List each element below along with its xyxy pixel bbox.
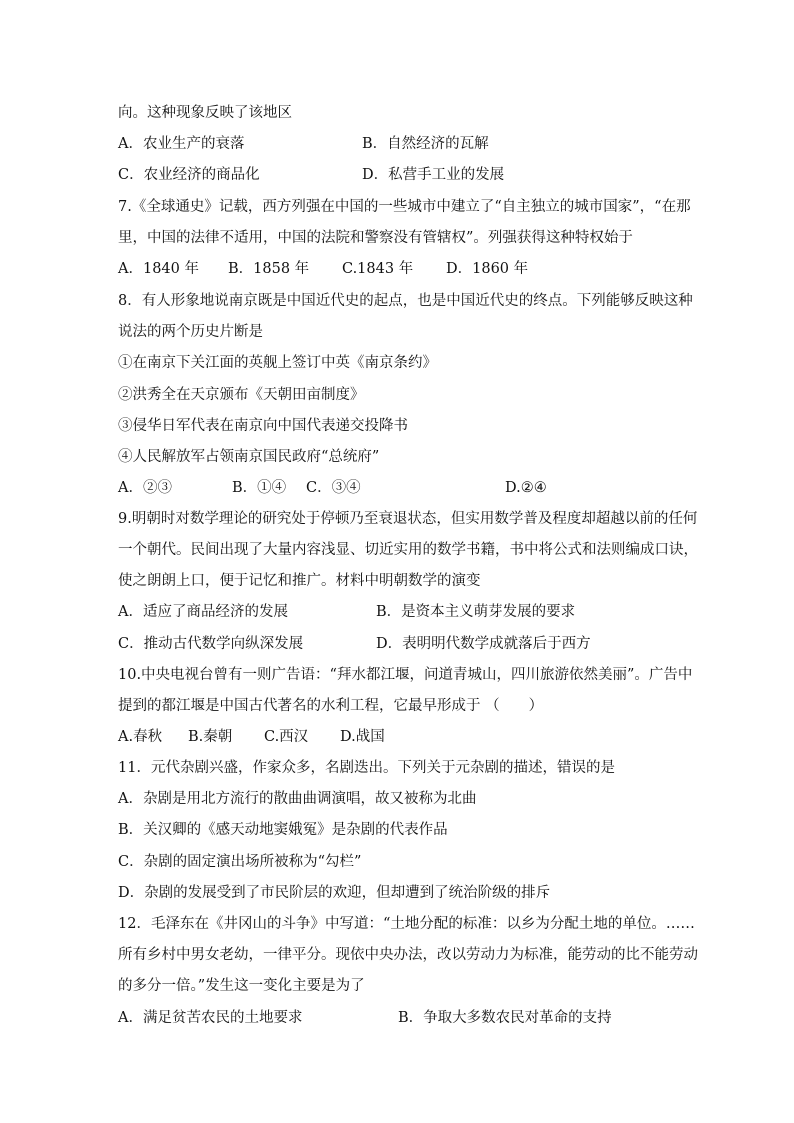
q6-stem-tail: 向。这种现象反映了该地区 [118, 105, 292, 121]
q9-option-d: D．表明明代数学成就落后于西方 [376, 636, 591, 652]
q10-option-d: D.战国 [340, 729, 385, 745]
q7-option-d: D．1860 年 [446, 261, 529, 277]
q9-option-b: B．是资本主义萌芽发展的要求 [376, 604, 576, 620]
q10-option-a: A.春秋 [118, 729, 163, 745]
q9-stem-line-1: 9.明朝时对数学理论的研究处于停顿乃至衰退状态，但实用数学普及程度却超越以前的任何 [118, 511, 698, 527]
q8-stem-line-1: 8．有人形象地说南京既是中国近代史的起点，也是中国近代史的终点。下列能够反映这种 [118, 293, 693, 309]
q12-stem-line-2: 所有乡村中男女老幼，一律平分。现依中央办法，改以劳动力为标准，能劳动的比不能劳动 [118, 947, 698, 963]
q8-option-d: D.②④ [505, 480, 547, 496]
q8-option-b: B．①④ [232, 480, 287, 496]
q8-item-1: ①在南京下关江面的英舰上签订中英《南京条约》 [118, 355, 437, 371]
q8-option-a: A．②③ [118, 480, 172, 496]
q10-stem-line-2: 提到的都江堰是中国古代著名的水利工程，它最早形成于 （ ） [118, 698, 544, 714]
q12-option-a: A．满足贫苦农民的土地要求 [118, 1010, 303, 1026]
q12-option-b: B．争取大多数农民对革命的支持 [398, 1010, 612, 1026]
q12-stem-line-1: 12．毛泽东在《井冈山的斗争》中写道：“土地分配的标准：以乡为分配土地的单位。…… [118, 916, 695, 932]
q7-option-a: A．1840 年 [118, 261, 199, 277]
q8-option-c: C．③④ [306, 480, 361, 496]
q11-option-d: D．杂剧的发展受到了市民阶层的欢迎，但却遭到了统治阶级的排斥 [118, 885, 551, 901]
q9-option-a: A．适应了商品经济的发展 [118, 604, 288, 620]
q11-option-a: A．杂剧是用北方流行的散曲曲调演唱，故又被称为北曲 [118, 791, 477, 807]
q8-stem-line-2: 说法的两个历史片断是 [118, 324, 263, 340]
q7-option-b: B．1858 年 [228, 261, 310, 277]
q8-item-4: ④人民解放军占领南京国民政府“总统府” [118, 449, 380, 465]
q10-option-c: C.西汉 [264, 729, 309, 745]
q6-option-c: C．农业经济的商品化 [118, 167, 260, 183]
q6-option-d: D．私营手工业的发展 [362, 167, 505, 183]
q7-option-c: C.1843 年 [342, 261, 414, 277]
q9-option-c: C．推动古代数学向纵深发展 [118, 636, 304, 652]
q9-stem-line-3: 使之朗朗上口，便于记忆和推广。材料中明朝数学的演变 [118, 573, 481, 589]
q12-stem-line-3: 的多分一倍。”发生这一变化主要是为了 [118, 978, 365, 994]
q6-option-b: B．自然经济的瓦解 [362, 136, 489, 152]
q7-stem-line-1: 7.《全球通史》记载，西方列强在中国的一些城市中建立了“自主独立的城市国家”，“在那 [118, 199, 691, 215]
q7-stem-line-2: 里，中国的法律不适用，中国的法院和警察没有管辖权”。列强获得这种特权始于 [118, 230, 633, 246]
q10-option-b: B.秦朝 [188, 729, 233, 745]
q11-stem: 11．元代杂剧兴盛，作家众多，名剧迭出。下列关于元杂剧的描述，错误的是 [118, 760, 615, 776]
q6-option-a: A．农业生产的衰落 [118, 136, 245, 152]
q11-option-b: B．关汉卿的《感天动地窦娥冤》是杂剧的代表作品 [118, 822, 448, 838]
q11-option-c: C．杂剧的固定演出场所被称为“勾栏” [118, 854, 362, 870]
q10-stem-line-1: 10.中央电视台曾有一则广告语：“拜水都江堰，问道青城山，四川旅游依然美丽”。广告中 [118, 667, 693, 683]
q9-stem-line-2: 一个朝代。民间出现了大量内容浅显、切近实用的数学书籍，书中将公式和法则编成口诀， [118, 542, 698, 558]
q8-item-3: ③侵华日军代表在南京向中国代表递交投降书 [118, 418, 408, 434]
q8-item-2: ②洪秀全在天京颁布《天朝田亩制度》 [118, 387, 365, 403]
